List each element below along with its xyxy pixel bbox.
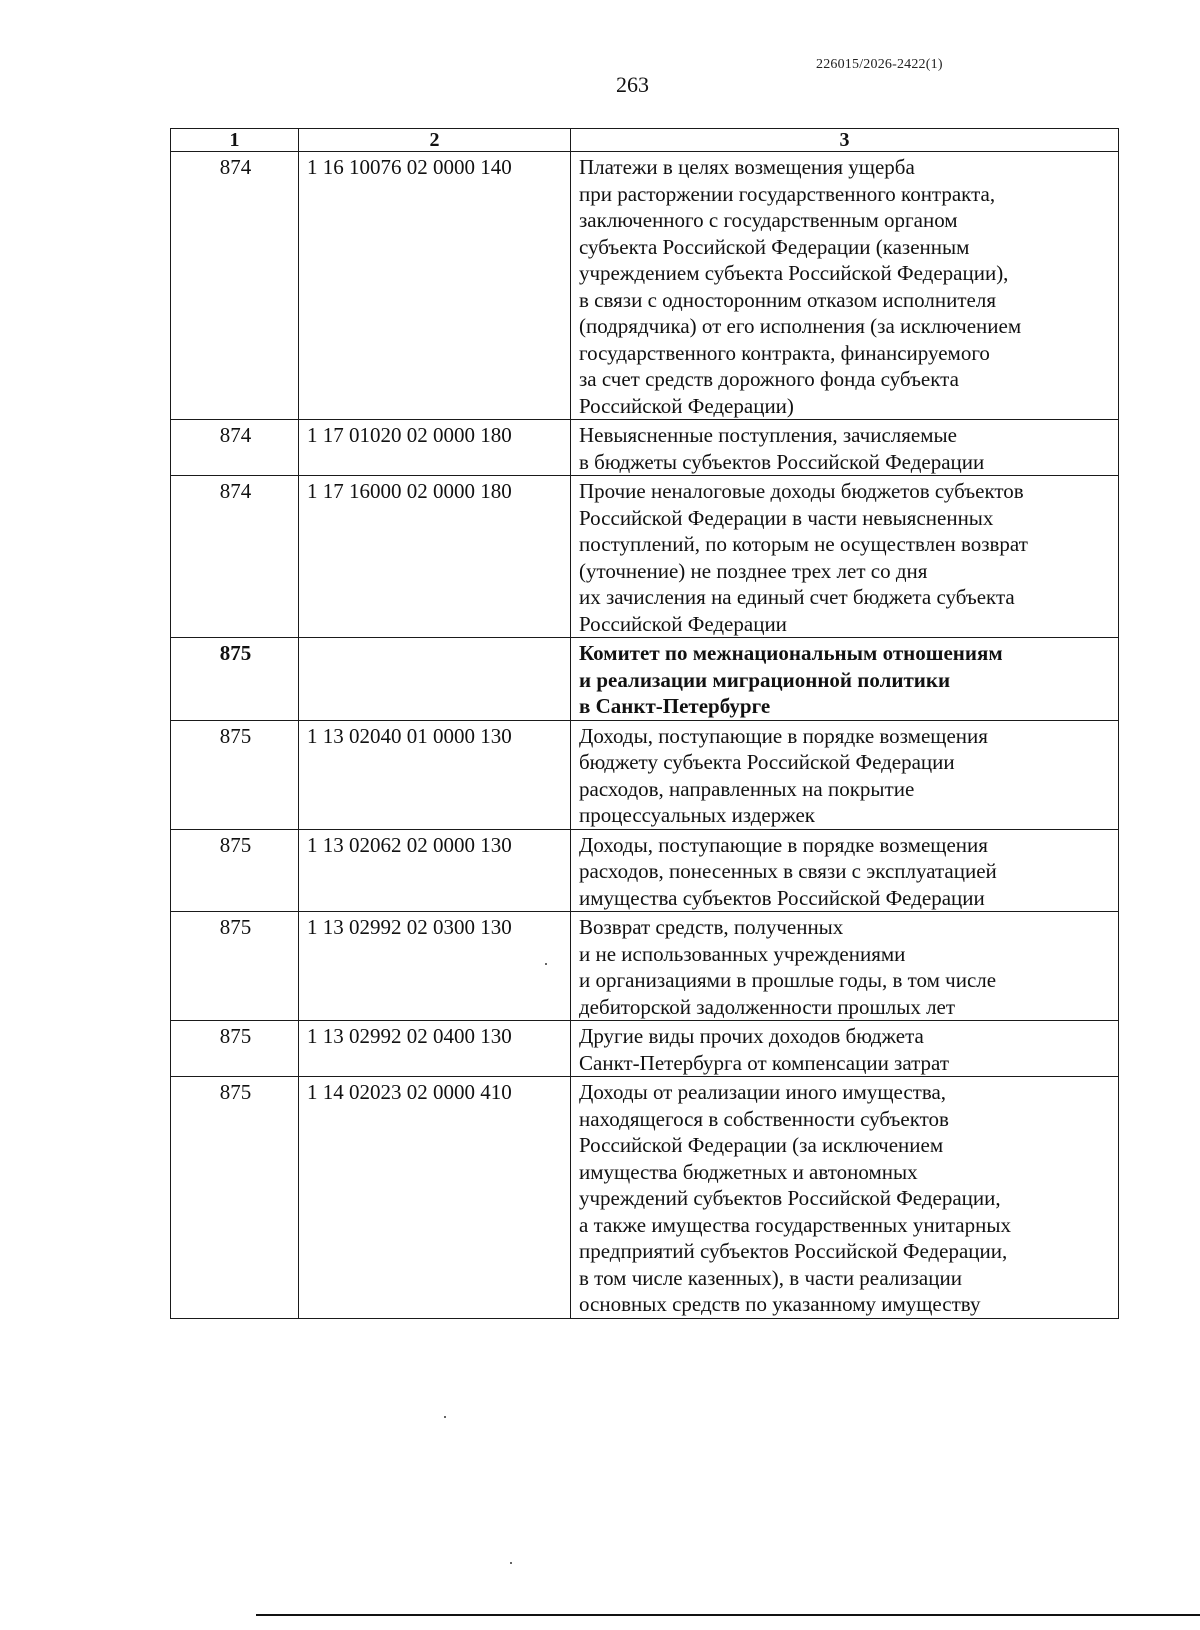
description-line: их зачисления на единый счет бюджета субъекта [579,585,1015,609]
description-line: учреждением субъекта Российской Федерации), [579,261,1009,285]
description-cell [571,152,1119,420]
description-line: Российской Федерации (за исключением [579,1133,944,1157]
description-line: и организациями в прошлые годы, в том числе [579,968,997,992]
description-line: дебиторской задолженности прошлых лет [579,994,956,1019]
table-row [171,1021,1119,1077]
table-row [171,1077,1119,1319]
description-line: предприятий субъектов Российской Федерации, [579,1239,1008,1263]
description-line: расходов, понесенных в связи с эксплуатацией [579,859,997,883]
table-row [171,720,1119,829]
description-cell [571,912,1119,1021]
document-id: 226015/2026-2422(1) [816,57,943,72]
description-line: Возврат средств, полученных [579,915,844,939]
budget-code-cell: 1 13 02062 02 0000 130 [299,829,571,912]
description-line: Прочие неналоговые доходы бюджетов субъектов [579,479,1024,503]
column-header-1: 1 [171,129,299,152]
description-line: Доходы, поступающие в порядке возмещения [579,832,988,857]
description-line: основных средств по указанному имуществу [579,1292,981,1316]
description-line: государственного контракта, финансируемого [579,340,990,365]
description-line: в связи с односторонним отказом исполнителя [579,287,996,312]
description-cell [571,476,1119,638]
description-line: в Санкт-Петербурге [579,694,771,718]
budget-code-cell: 1 13 02992 02 0400 130 [299,1021,571,1077]
table-row [171,829,1119,912]
description-line: имущества субъектов Российской Федерации [579,885,985,910]
description-line: Другие виды прочих доходов бюджета [579,1024,924,1048]
description-line: заключенного с государственным органом [579,208,958,232]
table-row [171,420,1119,476]
admin-code-cell: 874 [171,476,299,638]
header-row [171,129,1119,152]
description-line: учреждений субъектов Российской Федерации, [579,1186,1001,1210]
description-cell [571,720,1119,829]
description-cell [571,1021,1119,1077]
description-line: в том числе казенных), в части реализации [579,1265,962,1290]
scan-speck [545,963,547,965]
description-line: Российской Федерации [579,611,787,636]
description-line: а также имущества государственных унитарных [579,1212,1011,1237]
description-line: расходов, направленных на покрытие [579,776,915,801]
admin-code-cell: 874 [171,152,299,420]
budget-code-cell [299,638,571,721]
description-line: (подрядчика) от его исполнения (за исключением [579,314,1022,338]
admin-code-cell: 875 [171,720,299,829]
description-line: имущества бюджетных и автономных [579,1159,918,1184]
table-row [171,912,1119,1021]
description-line: Невыясненные поступления, зачисляемые [579,423,957,447]
admin-code-cell: 875 [171,1021,299,1077]
table-row [171,152,1119,420]
table-row [171,638,1119,721]
admin-code-cell: 875 [171,829,299,912]
description-line: бюджету субъекта Российской Федерации [579,750,955,774]
description-line: находящегося в собственности субъектов [579,1106,949,1131]
description-line: и реализации миграционной политики [579,667,951,692]
column-header-2: 2 [299,129,571,152]
description-line: Российской Федерации) [579,393,794,418]
admin-code-cell: 875 [171,638,299,721]
admin-code-cell: 874 [171,420,299,476]
table-body [171,152,1119,1319]
description-cell [571,420,1119,476]
description-line: и не использованных учреждениями [579,941,906,966]
admin-code-cell: 875 [171,1077,299,1319]
budget-code-cell: 1 17 01020 02 0000 180 [299,420,571,476]
description-line: в бюджеты субъектов Российской Федерации [579,449,985,474]
scan-edge-line [256,1614,1200,1616]
description-line: при расторжении государственного контракта, [579,181,996,206]
budget-code-cell: 1 13 02040 01 0000 130 [299,720,571,829]
column-header-3: 3 [571,129,1119,152]
description-line: за счет средств дорожного фонда субъекта [579,367,959,391]
scan-speck [444,1416,446,1418]
revenue-codes-table [170,128,1119,1319]
budget-code-cell: 1 13 02992 02 0300 130 [299,912,571,1021]
budget-code-cell: 1 14 02023 02 0000 410 [299,1077,571,1319]
scan-speck [510,1562,512,1564]
table-header [171,129,1119,152]
description-line: процессуальных издержек [579,803,815,827]
description-line: (уточнение) не позднее трех лет со дня [579,558,928,583]
description-line: Доходы от реализации иного имущества, [579,1080,947,1104]
description-line: Платежи в целях возмещения ущерба [579,155,915,179]
budget-code-cell: 1 17 16000 02 0000 180 [299,476,571,638]
page-number: 263 [616,72,649,97]
budget-code-cell: 1 16 10076 02 0000 140 [299,152,571,420]
description-line: поступлений, по которым не осуществлен возврат [579,532,1028,556]
description-line: Доходы, поступающие в порядке возмещения [579,723,988,748]
admin-code-cell: 875 [171,912,299,1021]
description-line: Российской Федерации в части невыясненных [579,505,994,530]
description-line: Санкт-Петербурга от компенсации затрат [579,1050,950,1075]
description-line: Комитет по межнациональным отношениям [579,641,1003,665]
description-cell [571,1077,1119,1319]
description-line: субъекта Российской Федерации (казенным [579,234,970,259]
description-cell [571,638,1119,721]
table-row [171,476,1119,638]
description-cell [571,829,1119,912]
